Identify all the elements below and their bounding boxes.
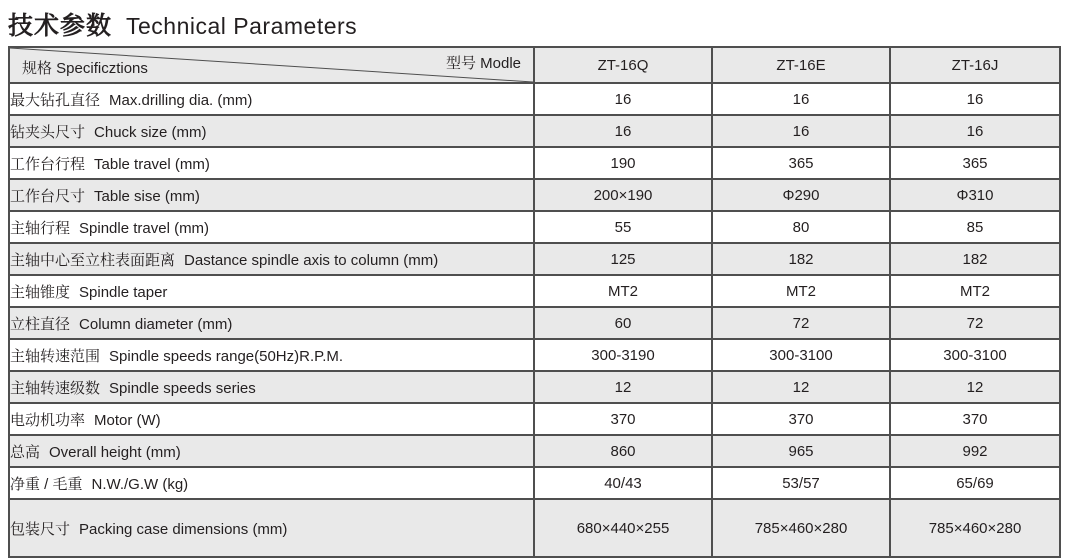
value-cell: 125 bbox=[534, 243, 712, 275]
spec-cell bbox=[9, 467, 534, 499]
spec-model-header-cell bbox=[9, 47, 534, 83]
table-row bbox=[9, 499, 1060, 557]
column-header-model: ZT-16E bbox=[712, 47, 890, 83]
value-cell: MT2 bbox=[890, 275, 1060, 307]
value-cell: MT2 bbox=[534, 275, 712, 307]
value-cell: 16 bbox=[712, 83, 890, 115]
table-row bbox=[9, 339, 1060, 371]
table-row bbox=[9, 435, 1060, 467]
spec-label-cn: 包装尺寸 bbox=[10, 520, 71, 538]
page-title bbox=[0, 0, 1067, 46]
spec-cell bbox=[9, 403, 534, 435]
value-cell: 300-3100 bbox=[712, 339, 890, 371]
spec-cell bbox=[9, 371, 534, 403]
spec-label-en: Spindle taper bbox=[79, 283, 168, 301]
table-header-row bbox=[9, 47, 1060, 83]
spec-label-cn: 最大钻孔直径 bbox=[10, 91, 101, 109]
spec-label-cn: 主轴行程 bbox=[10, 219, 71, 237]
spec-label-cn: 钻夹头尺寸 bbox=[10, 123, 86, 141]
spec-label-en: Column diameter (mm) bbox=[79, 315, 233, 333]
table-row bbox=[9, 115, 1060, 147]
table-row bbox=[9, 275, 1060, 307]
spec-label-cn: 工作台尺寸 bbox=[10, 187, 86, 205]
spec-label-en: Overall height (mm) bbox=[49, 443, 181, 461]
value-cell: 680×440×255 bbox=[534, 499, 712, 557]
technical-parameters-table bbox=[8, 46, 1061, 558]
spec-label-cn: 工作台行程 bbox=[10, 155, 86, 173]
model-header-label: 型号 Modle bbox=[445, 55, 521, 72]
spec-label-cn: 主轴转速级数 bbox=[10, 379, 101, 397]
spec-cell bbox=[9, 147, 534, 179]
spec-cell bbox=[9, 435, 534, 467]
value-cell: 300-3190 bbox=[534, 339, 712, 371]
spec-cell bbox=[9, 179, 534, 211]
value-cell: 16 bbox=[890, 115, 1060, 147]
table-row bbox=[9, 371, 1060, 403]
value-cell: 16 bbox=[890, 83, 1060, 115]
value-cell: 12 bbox=[534, 371, 712, 403]
spec-cell bbox=[9, 307, 534, 339]
spec-label-en: Spindle travel (mm) bbox=[79, 219, 210, 237]
value-cell: 370 bbox=[712, 403, 890, 435]
value-cell: 182 bbox=[890, 243, 1060, 275]
spec-label-en: Spindle speeds range(50Hz)R.P.M. bbox=[109, 347, 344, 365]
table-row bbox=[9, 467, 1060, 499]
spec-label-en: N.W./G.W (kg) bbox=[91, 475, 189, 493]
page-title-cn: 技术参数 bbox=[8, 12, 113, 40]
value-cell: 992 bbox=[890, 435, 1060, 467]
spec-label-cn: 电动机功率 bbox=[10, 411, 86, 429]
value-cell: 65/69 bbox=[890, 467, 1060, 499]
value-cell: 860 bbox=[534, 435, 712, 467]
table-row bbox=[9, 307, 1060, 339]
spec-label-en: Table travel (mm) bbox=[94, 155, 210, 173]
page-title-en: Technical Parameters bbox=[126, 13, 358, 39]
column-header-model: ZT-16Q bbox=[534, 47, 712, 83]
value-cell: 16 bbox=[534, 115, 712, 147]
spec-label-en: Max.drilling dia. (mm) bbox=[109, 91, 253, 109]
spec-cell bbox=[9, 211, 534, 243]
value-cell: 365 bbox=[712, 147, 890, 179]
spec-label-cn: 净重 / 毛重 bbox=[10, 475, 83, 493]
table-row bbox=[9, 403, 1060, 435]
table-row bbox=[9, 211, 1060, 243]
table-row bbox=[9, 243, 1060, 275]
table-row bbox=[9, 179, 1060, 211]
spec-label-cn: 立柱直径 bbox=[10, 315, 71, 333]
value-cell: Φ290 bbox=[712, 179, 890, 211]
value-cell: 365 bbox=[890, 147, 1060, 179]
value-cell: 300-3100 bbox=[890, 339, 1060, 371]
value-cell: 12 bbox=[890, 371, 1060, 403]
value-cell: Φ310 bbox=[890, 179, 1060, 211]
table-row bbox=[9, 147, 1060, 179]
spec-label-en: Chuck size (mm) bbox=[94, 123, 207, 141]
spec-cell bbox=[9, 115, 534, 147]
value-cell: 190 bbox=[534, 147, 712, 179]
spec-label-cn: 主轴中心至立柱表面距离 bbox=[10, 251, 176, 269]
spec-label-en: Packing case dimensions (mm) bbox=[79, 520, 288, 538]
spec-label-cn: 主轴转速范围 bbox=[10, 347, 101, 365]
value-cell: 785×460×280 bbox=[890, 499, 1060, 557]
value-cell: 53/57 bbox=[712, 467, 890, 499]
spec-label-cn: 总高 bbox=[10, 443, 41, 461]
value-cell: 72 bbox=[712, 307, 890, 339]
value-cell: 370 bbox=[534, 403, 712, 435]
value-cell: 965 bbox=[712, 435, 890, 467]
value-cell: 85 bbox=[890, 211, 1060, 243]
table-row bbox=[9, 83, 1060, 115]
value-cell: 370 bbox=[890, 403, 1060, 435]
spec-label-en: Dastance spindle axis to column (mm) bbox=[184, 251, 439, 269]
spec-label-en: Motor (W) bbox=[94, 411, 161, 429]
value-cell: 55 bbox=[534, 211, 712, 243]
spec-cell bbox=[9, 83, 534, 115]
value-cell: 60 bbox=[534, 307, 712, 339]
spec-label-cn: 主轴锥度 bbox=[10, 283, 71, 301]
value-cell: 12 bbox=[712, 371, 890, 403]
spec-cell bbox=[9, 275, 534, 307]
spec-cell bbox=[9, 339, 534, 371]
spec-header-label: 规格 Specificztions bbox=[22, 60, 148, 77]
spec-cell bbox=[9, 499, 534, 557]
value-cell: 16 bbox=[534, 83, 712, 115]
value-cell: 182 bbox=[712, 243, 890, 275]
value-cell: 40/43 bbox=[534, 467, 712, 499]
spec-label-en: Table sise (mm) bbox=[94, 187, 200, 205]
value-cell: 72 bbox=[890, 307, 1060, 339]
value-cell: 16 bbox=[712, 115, 890, 147]
value-cell: 80 bbox=[712, 211, 890, 243]
value-cell: 200×190 bbox=[534, 179, 712, 211]
value-cell: 785×460×280 bbox=[712, 499, 890, 557]
spec-label-en: Spindle speeds series bbox=[109, 379, 256, 397]
spec-cell bbox=[9, 243, 534, 275]
column-header-model: ZT-16J bbox=[890, 47, 1060, 83]
value-cell: MT2 bbox=[712, 275, 890, 307]
